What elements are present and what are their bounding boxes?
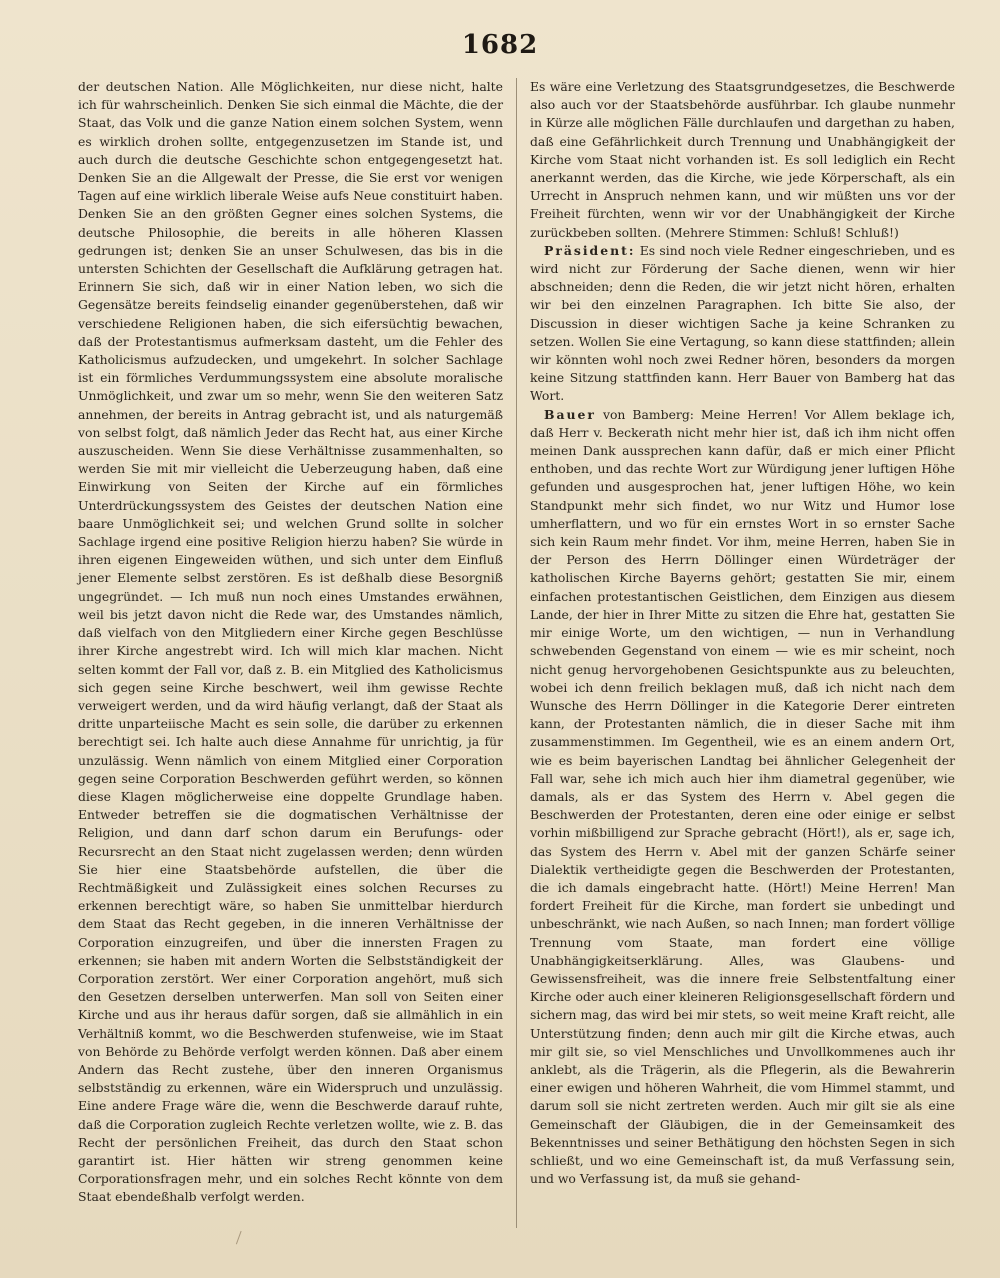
page-number: 1682 (461, 30, 539, 60)
bauer-paragraph (530, 406, 955, 1189)
speaker-president: Präsident: (544, 242, 636, 258)
right-column (530, 78, 955, 1188)
left-paragraph: der deutschen Nation. Alle Möglichkeiten, nur diese nicht, halte ich für wahrscheinlich. Denken Sie sich einmal die Mächte, die der Staat, das Volk und die ganze Nation einem solchen System, wenn es wirklich drohen sollte, entgegenzusetzen im Stande ist, und auch durch die deutsche Geschichte schon entgegengesetzt hat. Denken Sie an die Allgewalt der Presse, die Sie erst vor wenigen Tagen auf eine wirklich liberale Weise aufs Neue constituirt haben. Denken Sie an den größten Gegner eines solchen Systems, die deutsche Philosophie, die bereits in alle höheren Klassen gedrungen ist; denken Sie an unser Schulwesen, das bis in die untersten Schichten der Gesellschaft die Aufklärung getragen hat. Erinnern Sie sich, daß wir in einer Nation leben, wo sich die Gegensätze bereits feindselig einander gegenüberstehen, daß wir verschiedene Religionen haben, die sich eifersüchtig bewachen, daß der Protestantismus aufmerksam dasteht, um die Fehler des Katholicismus aufzudecken, und umgekehrt. In solcher Sachlage ist ein förmliches Verdummungssystem eine absolute moralische Unmöglichkeit, und zwar um so mehr, wenn Sie den weiteren Satz annehmen, der bereits in Antrag gebracht ist, und als naturgemäß von selbst folgt, daß nämlich Jeder das Recht hat, aus einer Kirche auszuscheiden. Wenn Sie diese Verhältnisse zusammenhalten, so werden Sie mit mir vielleicht die Ueberzeugung haben, daß eine Einwirkung von Seiten der Kirche auf ein förmliches Unterdrückungssystem des Geistes der deutschen Nation eine baare Unmöglichkeit sei; und welchen Grund sollte in solcher Sachlage irgend eine positive Religion hierzu haben? Sie würde in ihren eigenen Eingeweiden wüthen, und sich unter dem Einfluß jener Elemente selbst zerstören. Es ist deßhalb diese Besorgniß ungegründet. — Ich muß nun noch eines Umstandes erwähnen, weil bis jetzt davon nicht die Rede war, des Umstandes nämlich, daß vielfach von den Mitgliedern einer Kirche gegen Beschlüsse ihrer Kirche angestrebt wird. Ich will mich klar machen. Nicht selten kommt der Fall vor, daß z. B. ein Mitglied des Katholicismus sich gegen seine Kirche beschwert, weil ihm gewisse Rechte verweigert werden, und da wird häufig verlangt, daß der Staat als dritte unparteiische Macht es sein solle, die darüber zu erkennen berechtigt sei. Ich halte auch diese Annahme für unrichtig, ja für unzulässig. Wenn nämlich von einem Mitglied einer Corporation gegen seine Corporation Beschwerden geführt werden, so können diese Klagen möglicherweise eine doppelte Grundlage haben. Entweder betreffen sie die dogmatischen Verhältnisse der Religion, und dann darf schon darum ein Berufungs- oder Recursrecht an den Staat nicht zugelassen werden; denn würden Sie hier eine Staatsbehörde aufstellen, die über die Rechtmäßigkeit und Zulässigkeit eines solchen Recurses zu erkennen berechtigt wäre, so haben Sie unmittelbar hierdurch dem Staat das Recht gegeben, in die inneren Verhältnisse der Corporation einzugreifen, und über die innersten Fragen zu erkennen; sie haben mit andern Worten die Selbstständigkeit der Corporation zerstört. Wer einer Corporation angehört, muß sich den Gesetzen derselben unterwerfen. Man soll von Seiten einer Kirche und aus ihr heraus dafür sorgen, daß sie allmählich in ein Verhältniß kommt, wo die Beschwerden stufenweise, wie im Staat von Behörde zu Behörde verfolgt werden können. Daß aber einem Andern das Recht zustehe, über den inneren Organismus selbstständig zu erkennen, wäre ein Widerspruch und unzulässig. Eine andere Frage wäre die, wenn die Beschwerde darauf ruhte, daß die Corporation zugleich Rechte verletzen wollte, wie z. B. das Recht der persönlichen Freiheit, das durch den Staat schon garantirt ist. Hier hätten wir streng genommen keine Corporationsfragen mehr, und ein solches Recht könnte von dem Staat ebendeßhalb verfolgt werden. (78, 79, 503, 1205)
speaker-bauer: Bauer (544, 406, 596, 422)
president-paragraph (530, 242, 955, 406)
print-mark (236, 1231, 249, 1247)
bauer-speech: von Bamberg: Meine Herren! Vor Allem beklage ich, daß Herr v. Beckerath nicht mehr hier ist, daß ich ihm nicht offen meinen Dank aussprechen kann dafür, daß er mich einer Pflicht enthoben, und das rechte Wort zur Würdigung jener luftigen Höhe gefunden und ausgesprochen hat, jener luftigen Höhe, wo kein Standpunkt mehr sich findet, wo nur Witz und Humor lose umherflattern, und wo für ein ernstes Wort in so ernster Sache sich kein Raum mehr findet. Vor ihm, meine Herren, haben Sie in der Person des Herrn Döllinger einen Würdeträger der katholischen Kirche Bayerns gehört; gestatten Sie mir, einem einfachen protestantischen Geistlichen, dem Einzigen aus diesem Lande, der hier in Ihrer Mitte zu sitzen die Ehre hat, gestatten Sie mir einige Worte, um den wichtigen, — nun in Verhandlung schwebenden Gegenstand von einem — wie es mir scheint, noch nicht genug hervorgehobenen Gesichtspunkte aus zu beleuchten, wobei ich denn freilich beklagen muß, daß ich nicht nach dem Wunsche des Herrn Döllinger in die Kategorie Derer eintreten kann, der Protestanten nämlich, die in dieser Sache mit ihm zusammenstimmen. Im Gegentheil, wie es an einem andern Ort, wie es beim bayerischen Landtag bei ähnlicher Gelegenheit der Fall war, sehe ich mich auch hier ihm diametral gegenüber, wie damals, als er das System des Herrn v. Abel gegen die Beschwerden der Protestanten, deren eine oder einige er selbst vorhin mißbilligend zur Sprache gebracht (Hört!), als er, sage ich, das System des Herrn v. Abel mit der ganzen Schärfe seiner Dialektik vertheidigte gegen die Beschwerden der Protestanten, die ich damals eingebracht hatte. (Hört!) Meine Herren! Man fordert Freiheit für die Kirche, man fordert sie unbedingt und unbeschränkt, wie nach Außen, so nach Innen; man fordert völlige Trennung vom Staate, man fordert eine völlige Unabhängigkeitserklärung. Alles, was Glaubens- und Gewissensfreiheit, was die innere freie Selbstentfaltung einer Kirche oder auch einer kleineren Religionsgesellschaft fördern und sichern mag, das wird bei mir stets, so weit meine Kraft reicht, alle Unterstützung finden; denn auch mir gilt die Kirche etwas, auch mir gilt sie, so viel Menschliches und Unvollkommenes auch ihr anklebt, als die Trägerin, als die Pflegerin, als die Bewahrerin einer ewigen und höheren Wahrheit, die vom Himmel stammt, und darum soll sie nicht zertreten werden. Auch mir gilt sie als eine Gemeinschaft der Gläubigen, die in der Gemeinsamkeit des Bekenntnisses und seiner Bethätigung den höchsten Segen in sich schließt, und wo eine Gemeinschaft ist, da muß Verfassung sein, und wo Verfassung ist, da muß sie gehand- (530, 406, 955, 1187)
president-speech: Es sind noch viele Redner eingeschrieben, und es wird nicht zur Förderung der Sache dienen, wenn wir hier abschneiden; denn die Reden, die wir jetzt nicht hören, erhalten wir bei den einzelnen Paragraphen. Ich bitte Sie also, der Discussion in dieser wichtigen Sache ja keine Schranken zu setzen. Wollen Sie eine Vertagung, so kann diese stattfinden; allein wir könnten wohl noch zwei Redner hören, besonders da morgen keine Sitzung stattfinden kann. Herr Bauer von Bamberg hat das Wort. (530, 242, 955, 404)
right-paragraph-continuation: Es wäre eine Verletzung des Staatsgrundgesetzes, die Beschwerde also auch vor der Staatsbehörde ausführbar. Ich glaube nunmehr in Kürze alle möglichen Fälle durchlaufen und dargethan zu haben, daß eine Gefährlichkeit durch Trennung und Unabhängigkeit der Kirche vom Staat nicht vorhanden ist. Es soll lediglich ein Recht anerkannt werden, das die Kirche, wie jede Körperschaft, als ein Urrecht in Anspruch nehmen kann, und wir müßten uns vor der Freiheit fürchten, wenn wir vor der Unabhängigkeit der Kirche zurückbeben sollten. (Mehrere Stimmen: Schluß! Schluß!) (530, 79, 955, 240)
column-divider (516, 78, 517, 1228)
left-column (78, 78, 503, 1207)
